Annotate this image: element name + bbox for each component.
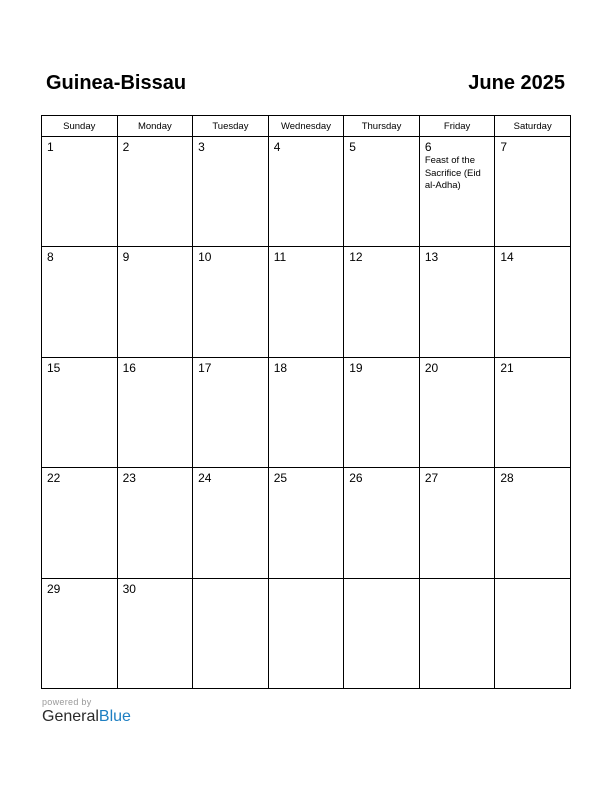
week-row-5 bbox=[42, 578, 571, 688]
day-cell bbox=[268, 468, 344, 578]
weekday-saturday: Saturday bbox=[495, 116, 571, 137]
month-title: June 2025 bbox=[468, 72, 565, 94]
day-cell bbox=[42, 578, 118, 688]
day-number: 2 bbox=[122, 140, 130, 154]
day-cell bbox=[495, 468, 571, 578]
day-cell bbox=[344, 468, 420, 578]
day-number: 22 bbox=[47, 471, 61, 486]
day-cell bbox=[419, 357, 495, 467]
day-cell bbox=[193, 468, 269, 578]
day-number: 24 bbox=[198, 471, 212, 486]
empty-day-cell bbox=[344, 578, 420, 688]
day-cell bbox=[117, 468, 193, 578]
weekday-tuesday: Tuesday bbox=[193, 116, 269, 137]
day-number: 8 bbox=[47, 250, 54, 265]
day-number: 23 bbox=[122, 471, 136, 486]
day-number: 15 bbox=[47, 360, 61, 375]
weekday-header-row bbox=[42, 116, 571, 137]
day-number: 12 bbox=[349, 250, 363, 265]
day-cell bbox=[268, 137, 344, 247]
day-number: 28 bbox=[500, 471, 514, 486]
day-cell bbox=[193, 137, 269, 247]
day-number: 26 bbox=[349, 471, 363, 486]
day-number: 29 bbox=[47, 581, 61, 596]
day-number: 18 bbox=[273, 360, 288, 375]
day-number: 19 bbox=[349, 360, 363, 375]
day-cell bbox=[117, 247, 193, 357]
day-cell bbox=[344, 357, 420, 467]
day-number: 25 bbox=[273, 471, 288, 486]
month-calendar bbox=[41, 115, 571, 689]
weekday-thursday: Thursday bbox=[344, 116, 420, 137]
day-cell bbox=[495, 247, 571, 357]
day-number: 21 bbox=[500, 360, 514, 375]
day-cell bbox=[419, 247, 495, 357]
empty-day-cell bbox=[268, 578, 344, 688]
day-cell bbox=[495, 357, 571, 467]
week-row-2 bbox=[42, 247, 571, 357]
day-cell bbox=[344, 247, 420, 357]
day-number: 13 bbox=[424, 250, 439, 265]
day-cell bbox=[495, 137, 571, 247]
day-number: 9 bbox=[122, 250, 130, 265]
day-number: 1 bbox=[47, 140, 54, 154]
day-number: 5 bbox=[349, 140, 356, 154]
day-cell bbox=[268, 247, 344, 357]
day-number: 6 bbox=[424, 140, 432, 154]
day-cell bbox=[117, 357, 193, 467]
day-cell bbox=[42, 247, 118, 357]
footer-branding bbox=[42, 697, 131, 726]
brand-general: General bbox=[42, 708, 99, 725]
empty-day-cell bbox=[495, 578, 571, 688]
day-cell bbox=[42, 468, 118, 578]
generalblue-logo[interactable] bbox=[42, 708, 131, 726]
day-number: 30 bbox=[122, 581, 136, 596]
week-row-4 bbox=[42, 468, 571, 578]
day-number: 14 bbox=[500, 250, 514, 265]
day-cell bbox=[344, 137, 420, 247]
day-number: 7 bbox=[500, 140, 508, 154]
calendar-header bbox=[41, 70, 571, 100]
day-cell bbox=[419, 468, 495, 578]
day-number: 3 bbox=[198, 140, 205, 154]
day-cell bbox=[42, 137, 118, 247]
day-number bbox=[420, 579, 495, 582]
weekday-sunday: Sunday bbox=[42, 116, 118, 137]
empty-day-cell bbox=[193, 578, 269, 688]
day-number: 27 bbox=[424, 471, 439, 486]
day-number: 16 bbox=[122, 360, 136, 375]
empty-day-cell bbox=[419, 578, 495, 688]
day-cell bbox=[193, 357, 269, 467]
day-number: 11 bbox=[273, 250, 287, 265]
day-cell bbox=[42, 357, 118, 467]
day-number: 17 bbox=[198, 360, 212, 375]
day-number bbox=[269, 579, 344, 582]
week-row-3 bbox=[42, 357, 571, 467]
weekday-monday: Monday bbox=[117, 116, 193, 137]
country-title: Guinea-Bissau bbox=[46, 72, 187, 94]
weekday-friday: Friday bbox=[419, 116, 495, 137]
day-number bbox=[193, 579, 268, 582]
day-cell bbox=[117, 578, 193, 688]
day-number bbox=[344, 579, 419, 582]
day-cell bbox=[268, 357, 344, 467]
day-number: 20 bbox=[424, 360, 439, 375]
day-number bbox=[495, 579, 570, 582]
powered-by-label: powered by bbox=[42, 697, 92, 707]
weekday-wednesday: Wednesday bbox=[268, 116, 344, 137]
brand-blue: Blue bbox=[98, 708, 131, 725]
day-number: 10 bbox=[198, 250, 212, 265]
day-cell bbox=[193, 247, 269, 357]
day-cell bbox=[117, 137, 193, 247]
day-number: 4 bbox=[273, 140, 281, 154]
week-row-1 bbox=[42, 137, 571, 247]
day-cell bbox=[419, 137, 495, 247]
holiday-event: Feast of the Sacrifice (Eid al-Adha) bbox=[424, 155, 481, 191]
